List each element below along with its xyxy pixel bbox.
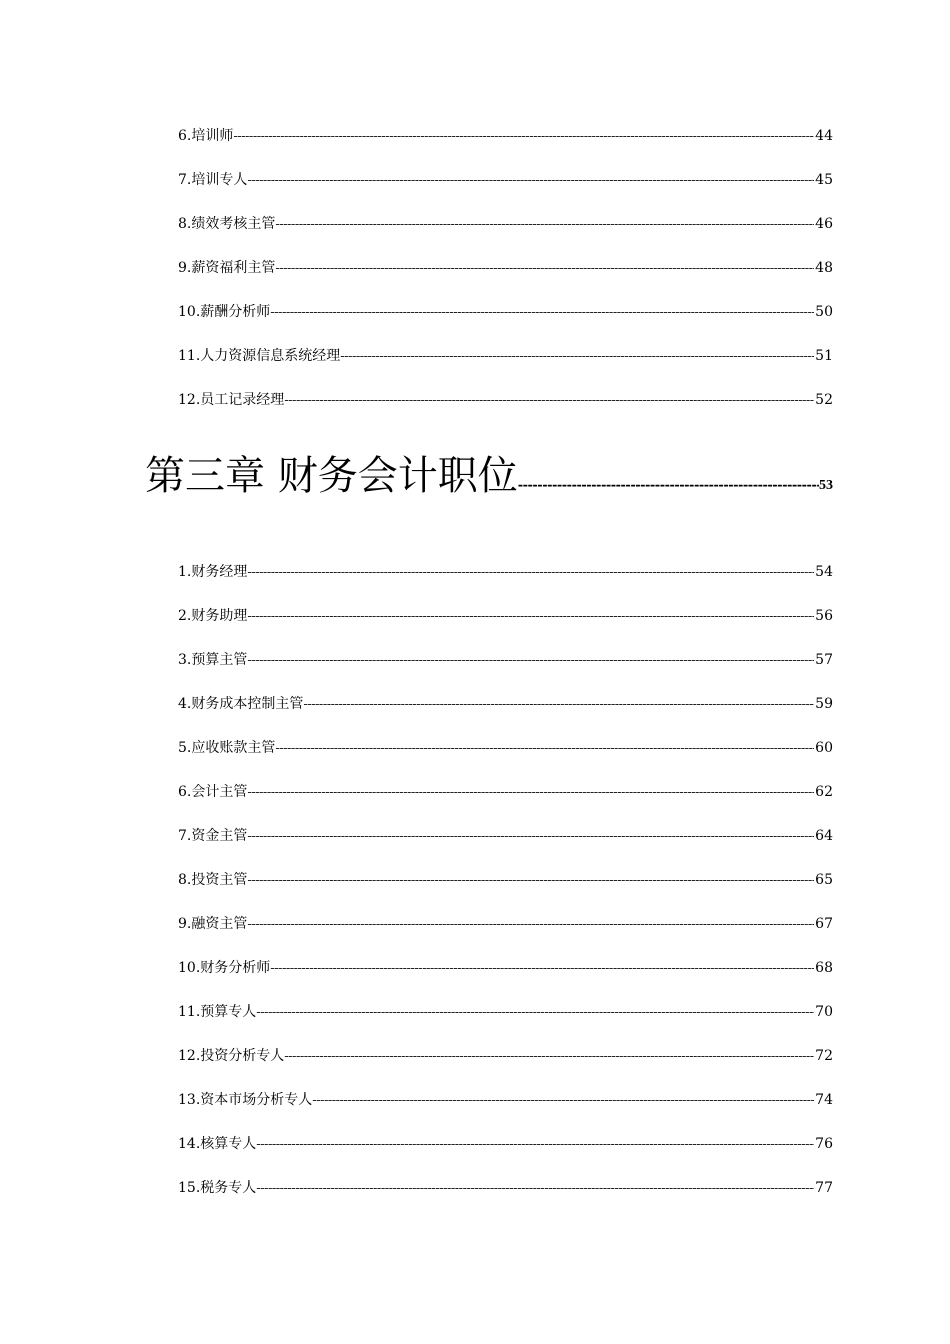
toc-entry-label: 11.预算专人 xyxy=(178,1004,257,1020)
dot-leader xyxy=(284,391,814,411)
dot-leader xyxy=(270,959,814,979)
dot-leader xyxy=(247,651,814,671)
toc-entry[interactable] xyxy=(178,782,833,803)
dot-leader xyxy=(247,607,814,627)
toc-entry-label: 3.预算主管 xyxy=(178,652,248,668)
toc-entry[interactable] xyxy=(178,1178,833,1199)
toc-entry-label: 10.薪酬分析师 xyxy=(178,304,271,320)
dot-leader xyxy=(247,827,814,847)
toc-entry-label: 14.核算专人 xyxy=(178,1136,257,1152)
dot-leader xyxy=(256,1179,814,1199)
toc-entry-page: 44 xyxy=(815,128,833,144)
dot-leader xyxy=(233,127,814,147)
toc-entry-label: 8.投资主管 xyxy=(178,872,248,888)
dot-leader xyxy=(303,695,814,715)
toc-entry-page: 46 xyxy=(815,216,833,232)
toc-entry[interactable] xyxy=(178,1002,833,1023)
toc-entry-page: 65 xyxy=(815,872,833,888)
toc-entry[interactable] xyxy=(178,606,833,627)
dot-leader xyxy=(270,303,814,323)
toc-entry-page: 45 xyxy=(815,172,833,188)
dot-leader xyxy=(247,563,814,583)
toc-entry-page: 50 xyxy=(815,304,833,320)
chapter-title: 第三章 财务会计职位 xyxy=(145,453,518,499)
chapter-heading[interactable] xyxy=(145,450,833,502)
toc-entry-label: 12.员工记录经理 xyxy=(178,392,285,408)
toc-entry[interactable] xyxy=(178,694,833,715)
dot-leader xyxy=(284,1047,814,1067)
toc-entry-label: 15.税务专人 xyxy=(178,1180,257,1196)
toc-entry[interactable] xyxy=(178,258,833,279)
dot-leader xyxy=(275,259,814,279)
toc-entry-label: 2.财务助理 xyxy=(178,608,248,624)
toc-entry-label: 13.资本市场分析专人 xyxy=(178,1092,313,1108)
toc-entry-page: 59 xyxy=(815,696,833,712)
dot-leader xyxy=(312,1091,814,1111)
toc-entry[interactable] xyxy=(178,1046,833,1067)
toc-entry[interactable] xyxy=(178,346,833,367)
toc-entry-page: 76 xyxy=(815,1136,833,1152)
chapter-page: 53 xyxy=(819,478,833,493)
toc-entry[interactable] xyxy=(178,1134,833,1155)
dot-leader xyxy=(247,783,814,803)
toc-entry-page: 77 xyxy=(815,1180,833,1196)
toc-entry-page: 67 xyxy=(815,916,833,932)
toc-entry-label: 10.财务分析师 xyxy=(178,960,271,976)
toc-entry-page: 54 xyxy=(815,564,833,580)
toc-entry-page: 68 xyxy=(815,960,833,976)
toc-entry[interactable] xyxy=(178,738,833,759)
toc-entry[interactable] xyxy=(178,562,833,583)
toc-entry-page: 56 xyxy=(815,608,833,624)
dot-leader xyxy=(518,478,819,493)
toc-entry-label: 7.资金主管 xyxy=(178,828,248,844)
toc-entry-page: 52 xyxy=(815,392,833,408)
toc-entry-page: 48 xyxy=(815,260,833,276)
toc-entry-label: 7.培训专人 xyxy=(178,172,248,188)
toc-entry-page: 51 xyxy=(815,348,833,364)
dot-leader xyxy=(340,347,814,367)
toc-entry-label: 11.人力资源信息系统经理 xyxy=(178,348,341,364)
toc-entry-page: 62 xyxy=(815,784,833,800)
toc-entry-page: 70 xyxy=(815,1004,833,1020)
toc-entry-label: 6.会计主管 xyxy=(178,784,248,800)
toc-entry-page: 74 xyxy=(815,1092,833,1108)
toc-entry-label: 4.财务成本控制主管 xyxy=(178,696,304,712)
dot-leader xyxy=(275,739,814,759)
toc-entry-label: 6.培训师 xyxy=(178,128,234,144)
toc-entry-label: 12.投资分析专人 xyxy=(178,1048,285,1064)
toc-entry[interactable] xyxy=(178,826,833,847)
toc-entry-label: 1.财务经理 xyxy=(178,564,248,580)
toc-entry-label: 8.绩效考核主管 xyxy=(178,216,276,232)
toc-entry-page: 57 xyxy=(815,652,833,668)
dot-leader xyxy=(256,1003,814,1023)
toc-entry[interactable] xyxy=(178,214,833,235)
toc-entry[interactable] xyxy=(178,302,833,323)
toc-entry[interactable] xyxy=(178,126,833,147)
toc-entry[interactable] xyxy=(178,390,833,411)
toc-entry-label: 9.融资主管 xyxy=(178,916,248,932)
toc-entry[interactable] xyxy=(178,170,833,191)
toc-entry-label: 9.薪资福利主管 xyxy=(178,260,276,276)
dot-leader xyxy=(275,215,814,235)
toc-entry[interactable] xyxy=(178,914,833,935)
dot-leader xyxy=(247,871,814,891)
toc-entry-page: 72 xyxy=(815,1048,833,1064)
toc-entry-page: 60 xyxy=(815,740,833,756)
dot-leader xyxy=(247,915,814,935)
toc-entry[interactable] xyxy=(178,958,833,979)
toc-entry[interactable] xyxy=(178,650,833,671)
toc-entry-page: 64 xyxy=(815,828,833,844)
dot-leader xyxy=(247,171,814,191)
toc-entry[interactable] xyxy=(178,1090,833,1111)
toc-entry[interactable] xyxy=(178,870,833,891)
toc-entry-label: 5.应收账款主管 xyxy=(178,740,276,756)
dot-leader xyxy=(256,1135,814,1155)
